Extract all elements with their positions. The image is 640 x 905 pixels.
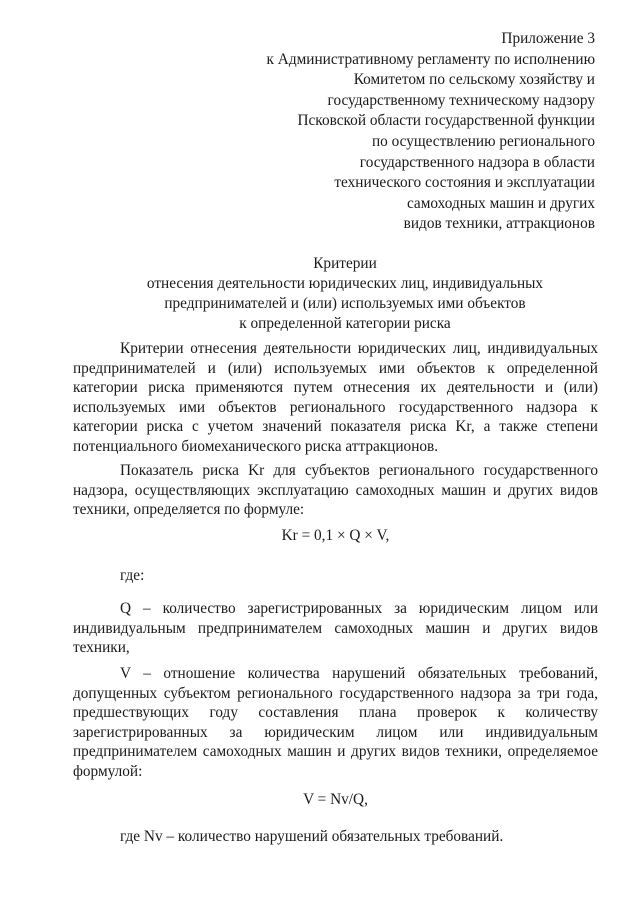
where-label: где: (120, 567, 145, 584)
heading-line: предпринимателей и (или) используемых ими объектов (164, 295, 526, 312)
appendix-line: государственного надзора в области (359, 153, 595, 171)
definition-nv: где Nv – количество нарушений обязательных требований. (120, 828, 504, 845)
appendix-block (175, 29, 595, 235)
appendix-line: государственному техническому надзору (327, 91, 595, 109)
appendix-line: технического состояния и эксплуатации (334, 174, 595, 192)
appendix-line: по осуществлению регионального (371, 132, 595, 150)
formula-kr: Kr = 0,1 × Q × V, (281, 527, 390, 544)
heading-line: к определенной категории риска (239, 315, 451, 332)
definition-q: Q – количество зарегистрированных за юридическим лицом или индивидуальным предпринимателем самоходных машин и других видов техники, (73, 600, 598, 657)
appendix-line: Псковской области государственной функции (297, 112, 595, 130)
definition-v: V – отношение количества нарушений обязательных требований, допущенных субъектом регионального государственного надзора за три года, предшествующих году составления плана проверок к количеству зарегистрированных за юридическим лицом или индивидуальным предпринимателем самоходных машин и других видов техники, определяемое формулой: (73, 665, 598, 780)
appendix-line: Приложение 3 (501, 30, 595, 47)
appendix-line: видов техники, аттракционов (403, 215, 595, 233)
document-heading (70, 254, 620, 334)
heading-line: отнесения деятельности юридических лиц, индивидуальных (146, 275, 544, 292)
formula-v: V = Nv/Q, (303, 791, 368, 808)
heading-title: Критерии (313, 255, 377, 272)
appendix-line: самоходных машин и других (406, 194, 595, 212)
paragraph-criteria: Критерии отнесения деятельности юридических лиц, индивидуальных предпринимателей и (или) используемых ими объектов к определенной категории риска применяются путем отнесения их деятельности и (или) используемых ими объектов регионального государственного надзора к категории риска с учетом значений показателя риска Kr, а также степени потенциального биомеханического риска аттракционов. (73, 340, 598, 455)
appendix-line: Комитетом по сельскому хозяйству и (353, 71, 595, 89)
appendix-line: к Административному регламенту по исполнению (266, 50, 595, 68)
paragraph-risk-indicator: Показатель риска Kr для субъектов регионального государственного надзора, осуществляющих эксплуатацию самоходных машин и других видов техники, определяется по формуле: (73, 462, 598, 519)
